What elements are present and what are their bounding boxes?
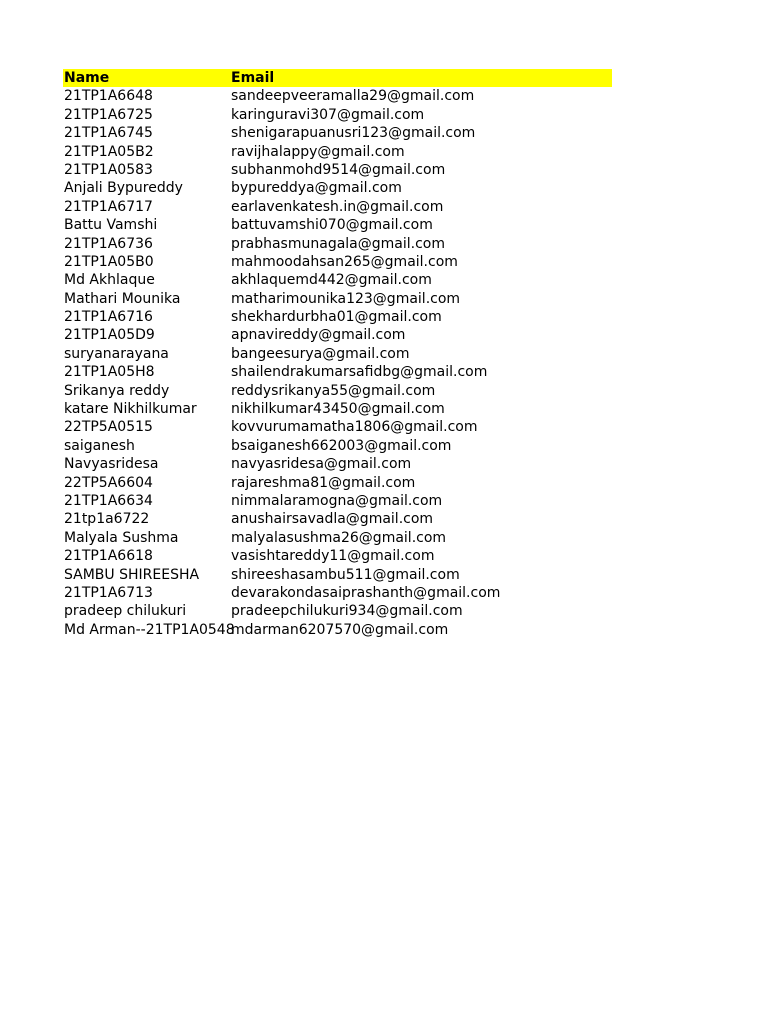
table-row bbox=[63, 363, 612, 381]
name-cell[interactable]: 21TP1A6634 bbox=[64, 492, 153, 509]
name-cell[interactable]: katare Nikhilkumar bbox=[64, 401, 197, 418]
email-cell[interactable]: mdarman6207570@gmail.com bbox=[231, 621, 449, 638]
name-cell[interactable]: 21TP1A6725 bbox=[64, 106, 153, 123]
email-cell[interactable]: shekhardurbha01@gmail.com bbox=[231, 309, 442, 326]
name-cell[interactable]: 21TP1A6736 bbox=[64, 235, 153, 252]
table-row bbox=[63, 124, 612, 142]
name-cell[interactable]: saiganesh bbox=[64, 437, 135, 454]
name-cell[interactable]: Md Arman--21TP1A0548 bbox=[64, 621, 235, 638]
table-row bbox=[63, 474, 612, 492]
name-cell[interactable]: 22TP5A0515 bbox=[64, 419, 153, 436]
email-cell[interactable]: devarakondasaiprashanth@gmail.com bbox=[231, 584, 501, 601]
name-cell[interactable]: Anjali Bypureddy bbox=[64, 180, 183, 197]
email-cell[interactable]: subhanmohd9514@gmail.com bbox=[231, 161, 446, 178]
email-cell[interactable]: akhlaquemd442@gmail.com bbox=[231, 272, 432, 289]
table-row bbox=[63, 216, 612, 234]
table-row bbox=[63, 161, 612, 179]
email-cell[interactable]: rajareshma81@gmail.com bbox=[231, 474, 416, 491]
table-row bbox=[63, 510, 612, 528]
table-row bbox=[63, 547, 612, 565]
header-row bbox=[63, 69, 612, 87]
email-cell[interactable]: vasishtareddy11@gmail.com bbox=[231, 548, 435, 565]
name-cell[interactable]: 21TP1A6745 bbox=[64, 125, 153, 142]
email-column-header[interactable]: Email bbox=[231, 70, 275, 86]
name-column-header[interactable]: Name bbox=[64, 70, 110, 86]
name-cell[interactable]: 21TP1A6713 bbox=[64, 584, 153, 601]
table-row bbox=[63, 253, 612, 271]
name-cell[interactable]: 21TP1A6716 bbox=[64, 309, 153, 326]
email-cell[interactable]: pradeepchilukuri934@gmail.com bbox=[231, 603, 463, 620]
name-cell[interactable]: suryanarayana bbox=[64, 345, 169, 362]
email-cell[interactable]: sandeepveeramalla29@gmail.com bbox=[231, 88, 475, 105]
email-cell[interactable]: reddysrikanya55@gmail.com bbox=[231, 382, 436, 399]
email-cell[interactable]: navyasridesa@gmail.com bbox=[231, 456, 412, 473]
table-row bbox=[63, 455, 612, 473]
email-cell[interactable]: battuvamshi070@gmail.com bbox=[231, 217, 433, 234]
email-cell[interactable]: apnavireddy@gmail.com bbox=[231, 327, 406, 344]
email-cell[interactable]: malyalasushma26@gmail.com bbox=[231, 529, 447, 546]
name-cell[interactable]: Srikanya reddy bbox=[64, 382, 170, 399]
name-cell[interactable]: Malyala Sushma bbox=[64, 529, 179, 546]
email-cell[interactable]: kovvurumamatha1806@gmail.com bbox=[231, 419, 478, 436]
name-cell[interactable]: Battu Vamshi bbox=[64, 217, 158, 234]
name-cell[interactable]: 21TP1A6648 bbox=[64, 88, 153, 105]
email-cell[interactable]: nikhilkumar43450@gmail.com bbox=[231, 401, 445, 418]
email-cell[interactable]: shenigarapuanusri123@gmail.com bbox=[231, 125, 476, 142]
email-cell[interactable]: mahmoodahsan265@gmail.com bbox=[231, 253, 458, 270]
table-row bbox=[63, 271, 612, 289]
table-row bbox=[63, 290, 612, 308]
table-row bbox=[63, 584, 612, 602]
table-row bbox=[63, 566, 612, 584]
email-cell[interactable]: shireeshasambu511@gmail.com bbox=[231, 566, 460, 583]
email-cell[interactable]: shailendrakumarsafidbg@gmail.com bbox=[231, 364, 488, 381]
name-cell[interactable]: SAMBU SHIREESHA bbox=[64, 566, 200, 583]
email-cell[interactable]: karinguravi307@gmail.com bbox=[231, 106, 425, 123]
email-cell[interactable]: bangeesurya@gmail.com bbox=[231, 345, 410, 362]
table-row bbox=[63, 621, 612, 639]
table-row bbox=[63, 345, 612, 363]
table-row bbox=[63, 106, 612, 124]
name-cell[interactable]: 21TP1A05B2 bbox=[64, 143, 154, 160]
table-row bbox=[63, 179, 612, 197]
table-row bbox=[63, 418, 612, 436]
name-cell[interactable]: 21TP1A05B0 bbox=[64, 253, 154, 270]
name-cell[interactable]: 21TP1A6618 bbox=[64, 548, 153, 565]
table-row bbox=[63, 87, 612, 105]
name-cell[interactable]: 22TP5A6604 bbox=[64, 474, 153, 491]
name-cell[interactable]: 21TP1A05H8 bbox=[64, 364, 155, 381]
email-cell[interactable]: bypureddya@gmail.com bbox=[231, 180, 402, 197]
name-cell[interactable]: pradeep chilukuri bbox=[64, 603, 187, 620]
email-cell[interactable]: prabhasmunagala@gmail.com bbox=[231, 235, 445, 252]
table-row bbox=[63, 198, 612, 216]
name-cell[interactable]: 21tp1a6722 bbox=[64, 511, 150, 528]
table-row bbox=[63, 400, 612, 418]
table-row bbox=[63, 382, 612, 400]
table-row bbox=[63, 235, 612, 253]
email-cell[interactable]: earlavenkatesh.in@gmail.com bbox=[231, 198, 444, 215]
name-cell[interactable]: 21TP1A0583 bbox=[64, 161, 153, 178]
name-cell[interactable]: Md Akhlaque bbox=[64, 272, 155, 289]
email-cell[interactable]: nimmalaramogna@gmail.com bbox=[231, 492, 443, 509]
table-row bbox=[63, 529, 612, 547]
table-row bbox=[63, 143, 612, 161]
table-row bbox=[63, 492, 612, 510]
email-cell[interactable]: bsaiganesh662003@gmail.com bbox=[231, 437, 452, 454]
table-row bbox=[63, 602, 612, 620]
name-cell[interactable]: 21TP1A6717 bbox=[64, 198, 153, 215]
name-cell[interactable]: Mathari Mounika bbox=[64, 290, 181, 307]
table-body bbox=[63, 87, 612, 639]
table-row bbox=[63, 308, 612, 326]
email-cell[interactable]: matharimounika123@gmail.com bbox=[231, 290, 461, 307]
email-cell[interactable]: ravijhalappy@gmail.com bbox=[231, 143, 405, 160]
email-cell[interactable]: anushairsavadla@gmail.com bbox=[231, 511, 434, 528]
name-cell[interactable]: Navyasridesa bbox=[64, 456, 159, 473]
table-row bbox=[63, 437, 612, 455]
spreadsheet-table bbox=[63, 69, 612, 639]
table-row bbox=[63, 326, 612, 344]
name-cell[interactable]: 21TP1A05D9 bbox=[64, 327, 155, 344]
